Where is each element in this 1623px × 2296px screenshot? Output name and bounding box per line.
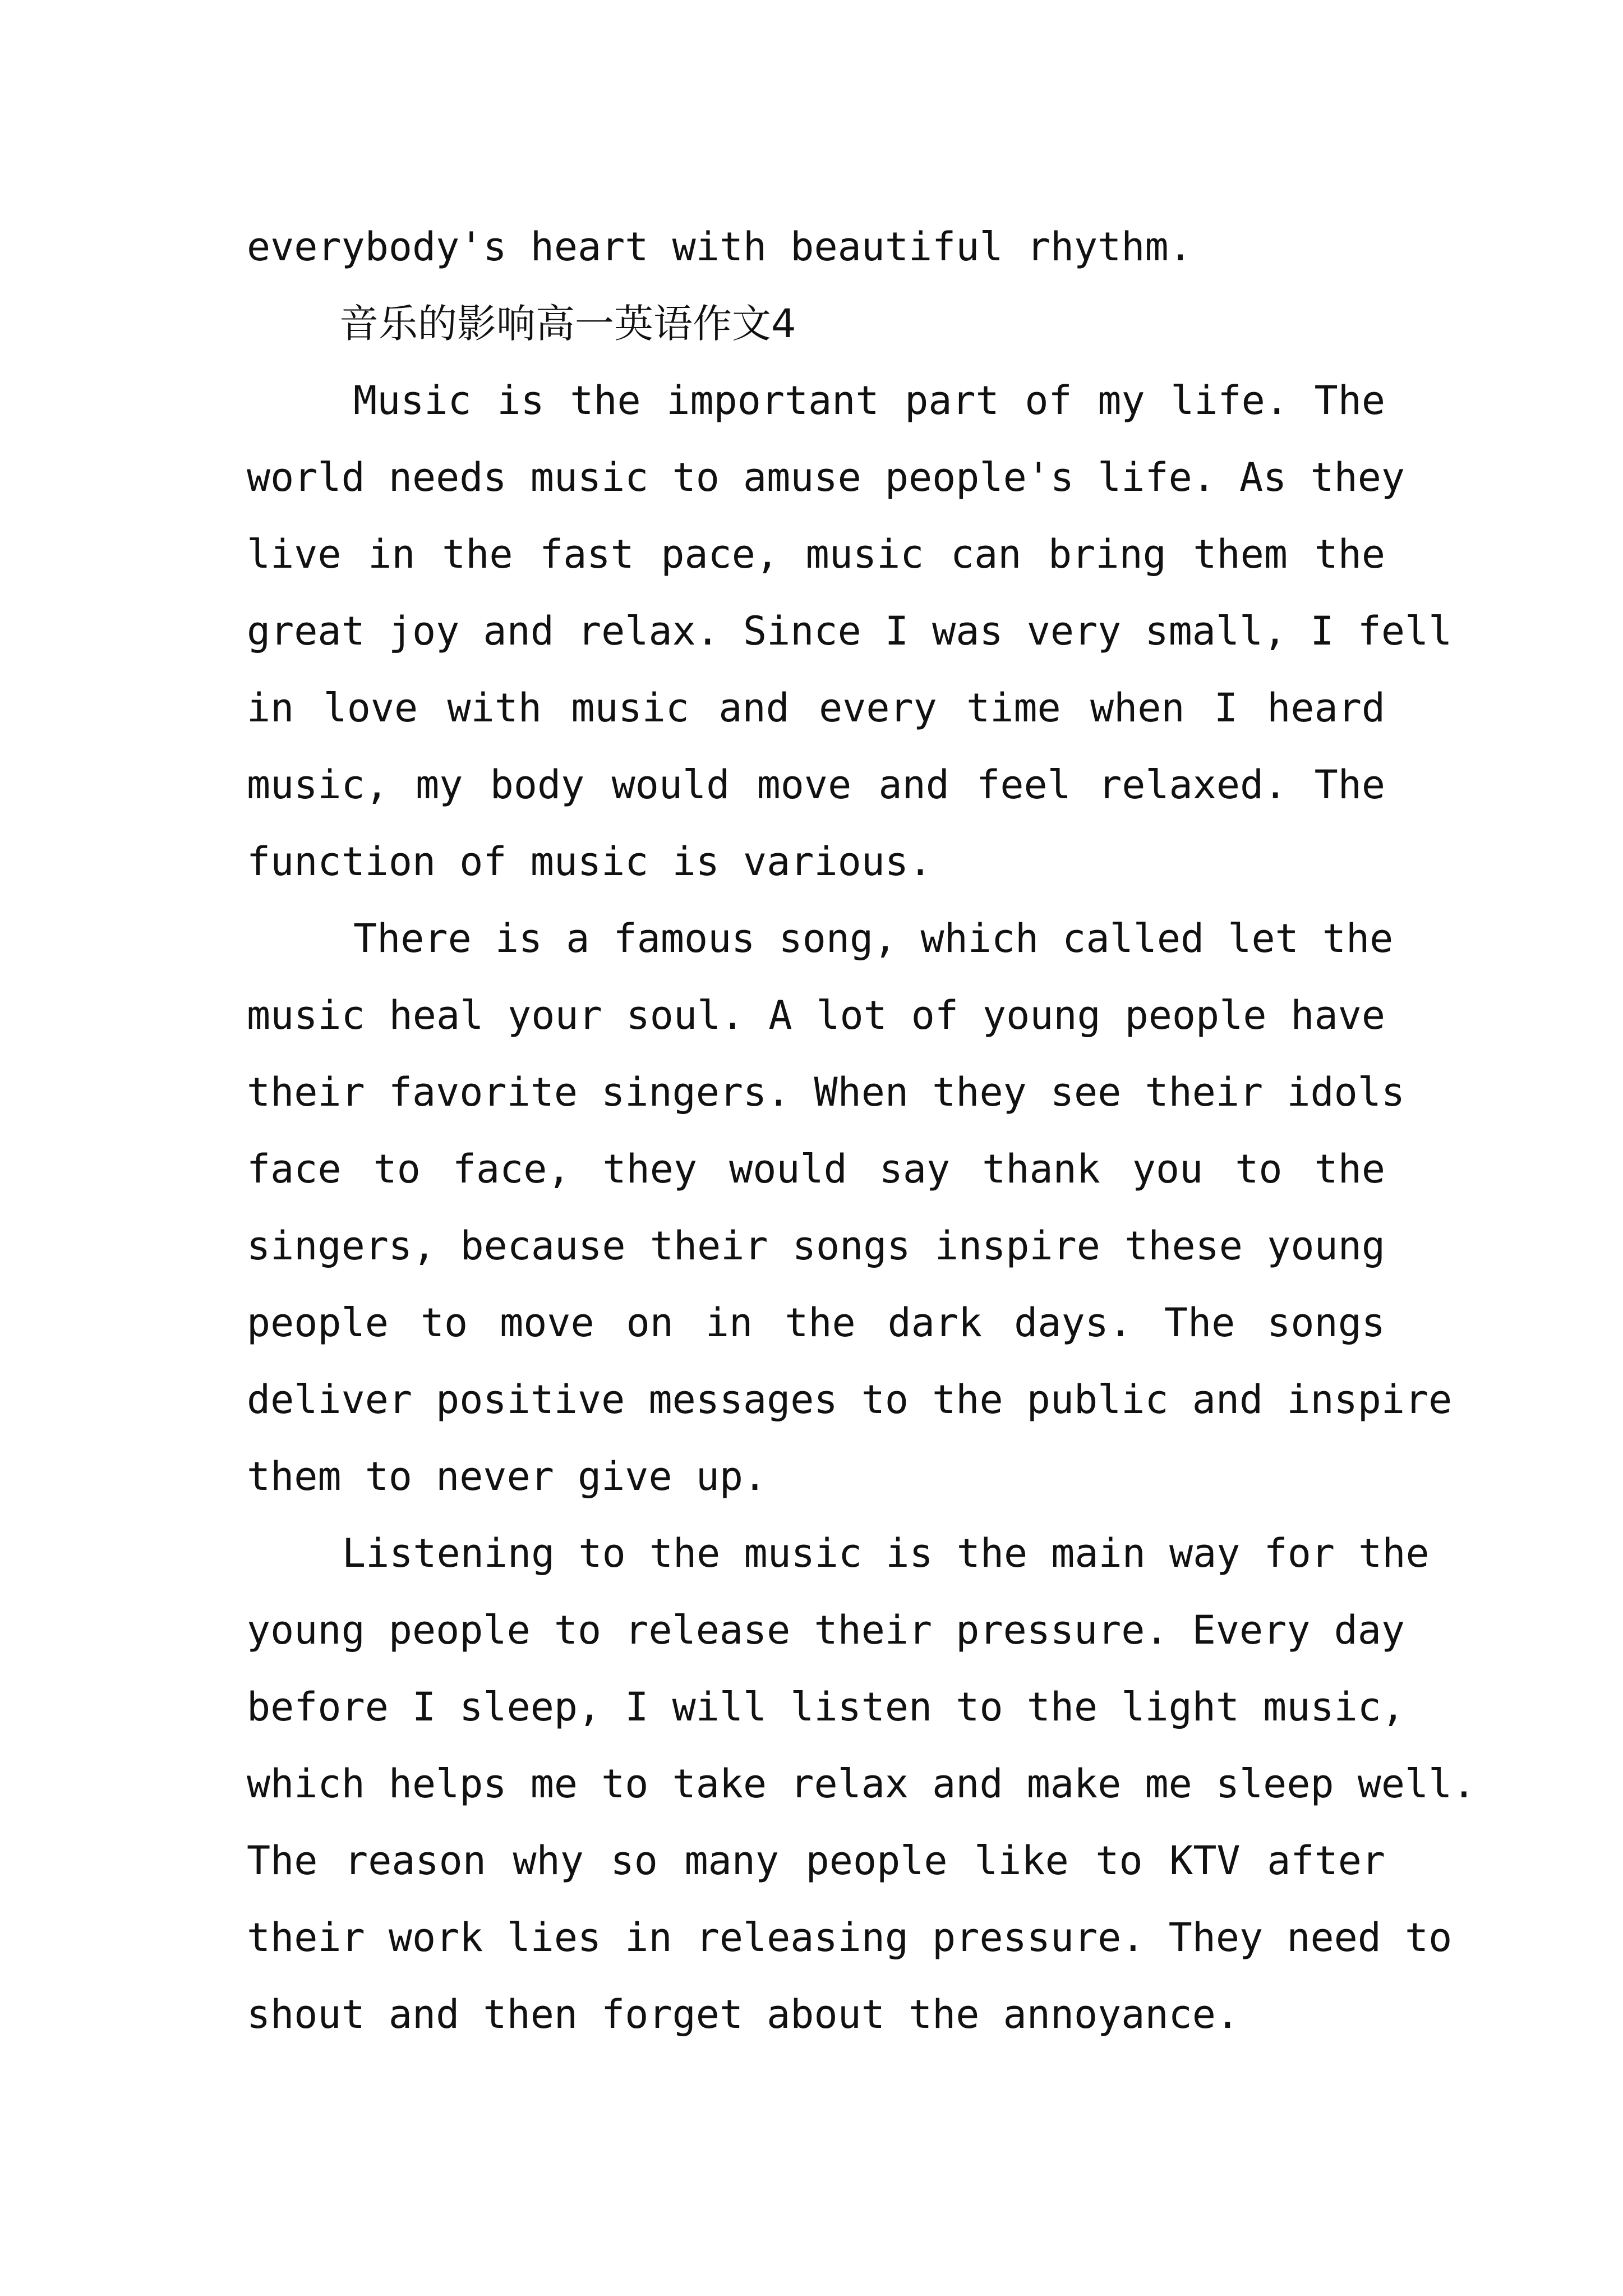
text-line: There is a famous song, which called let the bbox=[353, 915, 1394, 961]
text-line: singers, because their songs inspire these young bbox=[247, 1223, 1385, 1269]
text-line: people to move on in the dark days. The songs bbox=[247, 1300, 1385, 1346]
text-line: function of music is various. bbox=[247, 839, 933, 885]
text-line: The reason why so many people like to KTV after bbox=[247, 1838, 1385, 1884]
text-line: music, my body would move and feel relaxed. The bbox=[247, 762, 1385, 808]
text-line: Music is the important part of my life. The bbox=[353, 378, 1385, 424]
text-line: their work lies in releasing pressure. They need to bbox=[247, 1915, 1453, 1961]
text-line: live in the fast pace, music can bring them the bbox=[247, 531, 1385, 577]
text-line: everybody's heart with beautiful rhythm. bbox=[247, 224, 1192, 270]
text-line: great joy and relax. Since I was very small, I fell bbox=[247, 608, 1453, 654]
text-line: in love with music and every time when I heard bbox=[247, 685, 1385, 731]
text-line: music heal your soul. A lot of young people have bbox=[247, 992, 1385, 1038]
text-line: shout and then forget about the annoyance. bbox=[247, 1991, 1240, 2037]
text-line: before I sleep, I will listen to the light music, bbox=[247, 1684, 1405, 1730]
text-line: their favorite singers. When they see their idols bbox=[247, 1069, 1405, 1115]
text-line: them to never give up. bbox=[247, 1453, 767, 1499]
essay-body bbox=[247, 209, 1476, 2053]
text-line: Listening to the music is the main way for the bbox=[342, 1530, 1430, 1576]
text-line: face to face, they would say thank you to the bbox=[247, 1146, 1385, 1192]
section-heading: 音乐的影响高一英语作文4 bbox=[339, 301, 796, 347]
text-line: which helps me to take relax and make me sleep well. bbox=[247, 1761, 1476, 1807]
text-line: deliver positive messages to the public and inspire bbox=[247, 1377, 1453, 1423]
text-line: young people to release their pressure. Every day bbox=[247, 1607, 1405, 1653]
text-line: world needs music to amuse people's life. As they bbox=[247, 454, 1405, 500]
